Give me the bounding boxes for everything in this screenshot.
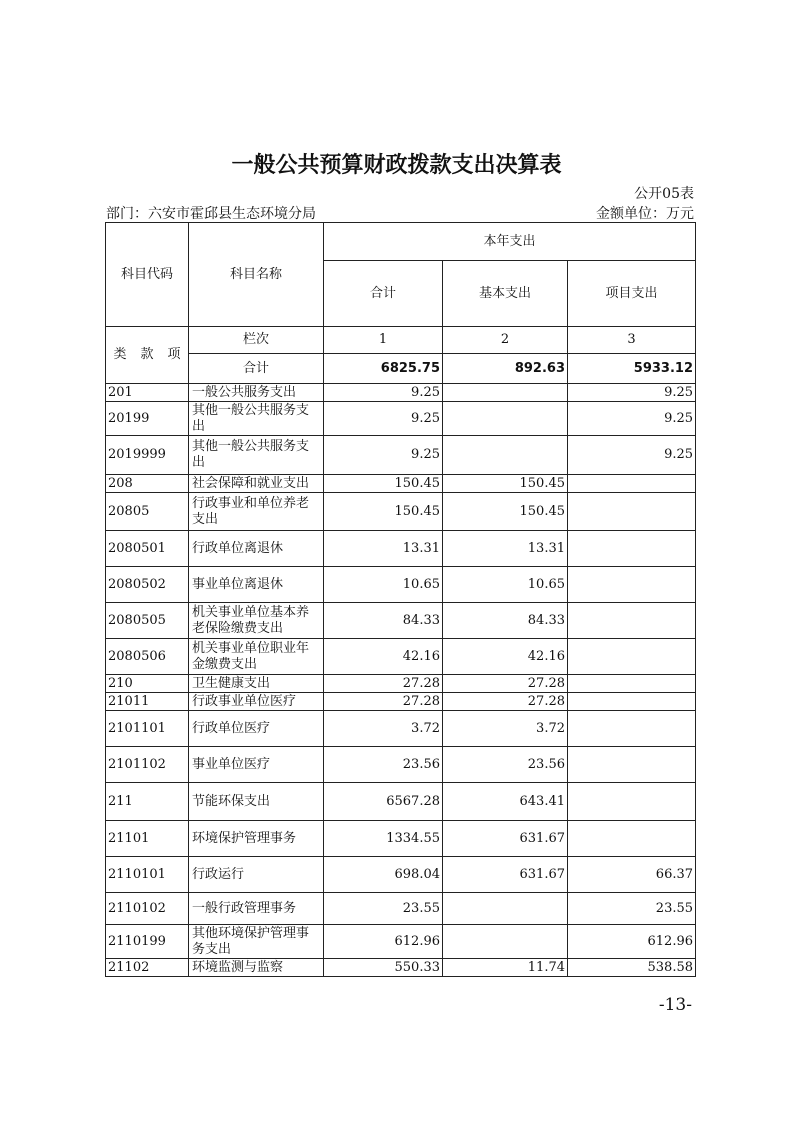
row-code: 2101101	[106, 711, 189, 747]
header-current-year: 本年支出	[324, 223, 696, 261]
row-code: 2110101	[106, 857, 189, 893]
table-row	[106, 436, 696, 475]
row-project: 23.55	[568, 893, 696, 925]
row-code: 21011	[106, 693, 189, 711]
table-row	[106, 402, 696, 436]
row-total: 84.33	[324, 603, 443, 639]
row-total: 42.16	[324, 639, 443, 675]
header-col-3: 3	[568, 327, 696, 354]
row-basic: 23.56	[443, 747, 568, 783]
row-code: 201	[106, 384, 189, 402]
row-code: 211	[106, 783, 189, 821]
row-name: 社会保障和就业支出	[189, 475, 324, 493]
row-project: 66.37	[568, 857, 696, 893]
row-basic: 10.65	[443, 567, 568, 603]
row-code: 21102	[106, 959, 189, 977]
row-code: 2110199	[106, 925, 189, 959]
row-total: 150.45	[324, 475, 443, 493]
header-name: 科目名称	[189, 223, 324, 327]
table-row	[106, 747, 696, 783]
table-row	[106, 384, 696, 402]
table-row	[106, 531, 696, 567]
row-total: 27.28	[324, 693, 443, 711]
row-name: 机关事业单位职业年金缴费支出	[189, 639, 324, 675]
row-project	[568, 821, 696, 857]
row-basic	[443, 436, 568, 475]
row-basic	[443, 384, 568, 402]
sum-label: 合计	[189, 354, 324, 384]
row-project	[568, 675, 696, 693]
row-name: 其他一般公共服务支出	[189, 436, 324, 475]
table-row	[106, 675, 696, 693]
row-project: 538.58	[568, 959, 696, 977]
header-kuan: 款	[140, 347, 154, 362]
row-code: 2080501	[106, 531, 189, 567]
row-total: 10.65	[324, 567, 443, 603]
row-basic: 631.67	[443, 821, 568, 857]
row-basic: 13.31	[443, 531, 568, 567]
row-name: 事业单位医疗	[189, 747, 324, 783]
table-row	[106, 603, 696, 639]
sum-project: 5933.12	[568, 354, 696, 384]
row-name: 环境监测与监察	[189, 959, 324, 977]
table-row	[106, 493, 696, 531]
row-project: 9.25	[568, 402, 696, 436]
row-name: 行政事业和单位养老支出	[189, 493, 324, 531]
row-total: 612.96	[324, 925, 443, 959]
row-total: 13.31	[324, 531, 443, 567]
row-project: 9.25	[568, 384, 696, 402]
row-name: 行政单位医疗	[189, 711, 324, 747]
row-basic	[443, 925, 568, 959]
row-basic: 3.72	[443, 711, 568, 747]
row-project	[568, 783, 696, 821]
row-total: 9.25	[324, 402, 443, 436]
table-row	[106, 567, 696, 603]
row-total: 27.28	[324, 675, 443, 693]
table-row	[106, 693, 696, 711]
row-total: 9.25	[324, 436, 443, 475]
row-project	[568, 531, 696, 567]
row-project	[568, 475, 696, 493]
table-row	[106, 711, 696, 747]
row-name: 节能环保支出	[189, 783, 324, 821]
row-total: 23.55	[324, 893, 443, 925]
row-total: 3.72	[324, 711, 443, 747]
row-basic: 150.45	[443, 493, 568, 531]
row-basic: 27.28	[443, 693, 568, 711]
row-code: 210	[106, 675, 189, 693]
row-name: 环境保护管理事务	[189, 821, 324, 857]
department-label: 部门：六安市霍邱县生态环境分局	[106, 206, 316, 222]
table-row	[106, 857, 696, 893]
header-column-index-label: 栏次	[189, 327, 324, 354]
row-basic	[443, 893, 568, 925]
row-code: 20805	[106, 493, 189, 531]
row-total: 6567.28	[324, 783, 443, 821]
row-project: 612.96	[568, 925, 696, 959]
amount-unit-label: 金额单位：万元	[596, 206, 694, 222]
row-name: 卫生健康支出	[189, 675, 324, 693]
header-project: 项目支出	[568, 261, 696, 327]
header-xiang: 项	[167, 347, 181, 362]
row-name: 其他环境保护管理事务支出	[189, 925, 324, 959]
header-lei-kuan-xiang	[106, 327, 189, 384]
table-row	[106, 783, 696, 821]
row-project	[568, 747, 696, 783]
row-basic: 11.74	[443, 959, 568, 977]
header-code: 科目代码	[106, 223, 189, 327]
row-name: 其他一般公共服务支出	[189, 402, 324, 436]
row-name: 一般行政管理事务	[189, 893, 324, 925]
row-total: 150.45	[324, 493, 443, 531]
row-basic: 631.67	[443, 857, 568, 893]
table-row	[106, 821, 696, 857]
table-row	[106, 893, 696, 925]
row-project	[568, 493, 696, 531]
row-basic	[443, 402, 568, 436]
row-code: 2080505	[106, 603, 189, 639]
page-number: -13-	[658, 995, 692, 1015]
header-lei: 类	[113, 347, 127, 362]
header-col-2: 2	[443, 327, 568, 354]
row-total: 23.56	[324, 747, 443, 783]
row-total: 698.04	[324, 857, 443, 893]
row-total: 9.25	[324, 384, 443, 402]
page-title: 一般公共预算财政拨款支出决算表	[231, 153, 562, 178]
form-number: 公开05表	[634, 186, 694, 202]
row-name: 机关事业单位基本养老保险缴费支出	[189, 603, 324, 639]
row-code: 2110102	[106, 893, 189, 925]
header-total: 合计	[324, 261, 443, 327]
row-basic: 42.16	[443, 639, 568, 675]
table-row	[106, 925, 696, 959]
row-code: 2080502	[106, 567, 189, 603]
table-row	[106, 475, 696, 493]
row-code: 21101	[106, 821, 189, 857]
table-row	[106, 959, 696, 977]
row-code: 208	[106, 475, 189, 493]
row-project	[568, 711, 696, 747]
header-basic: 基本支出	[443, 261, 568, 327]
header-col-1: 1	[324, 327, 443, 354]
row-basic: 84.33	[443, 603, 568, 639]
row-code: 20199	[106, 402, 189, 436]
row-project	[568, 693, 696, 711]
row-name: 事业单位离退休	[189, 567, 324, 603]
row-project	[568, 639, 696, 675]
row-project	[568, 567, 696, 603]
sum-total: 6825.75	[324, 354, 443, 384]
expenditure-table	[105, 222, 696, 977]
row-code: 2101102	[106, 747, 189, 783]
row-project: 9.25	[568, 436, 696, 475]
row-total: 1334.55	[324, 821, 443, 857]
row-project	[568, 603, 696, 639]
row-name: 行政运行	[189, 857, 324, 893]
row-code: 2080506	[106, 639, 189, 675]
table-row	[106, 639, 696, 675]
row-basic: 150.45	[443, 475, 568, 493]
row-code: 2019999	[106, 436, 189, 475]
row-total: 550.33	[324, 959, 443, 977]
row-name: 行政单位离退休	[189, 531, 324, 567]
row-name: 一般公共服务支出	[189, 384, 324, 402]
sum-basic: 892.63	[443, 354, 568, 384]
row-basic: 643.41	[443, 783, 568, 821]
row-basic: 27.28	[443, 675, 568, 693]
row-name: 行政事业单位医疗	[189, 693, 324, 711]
